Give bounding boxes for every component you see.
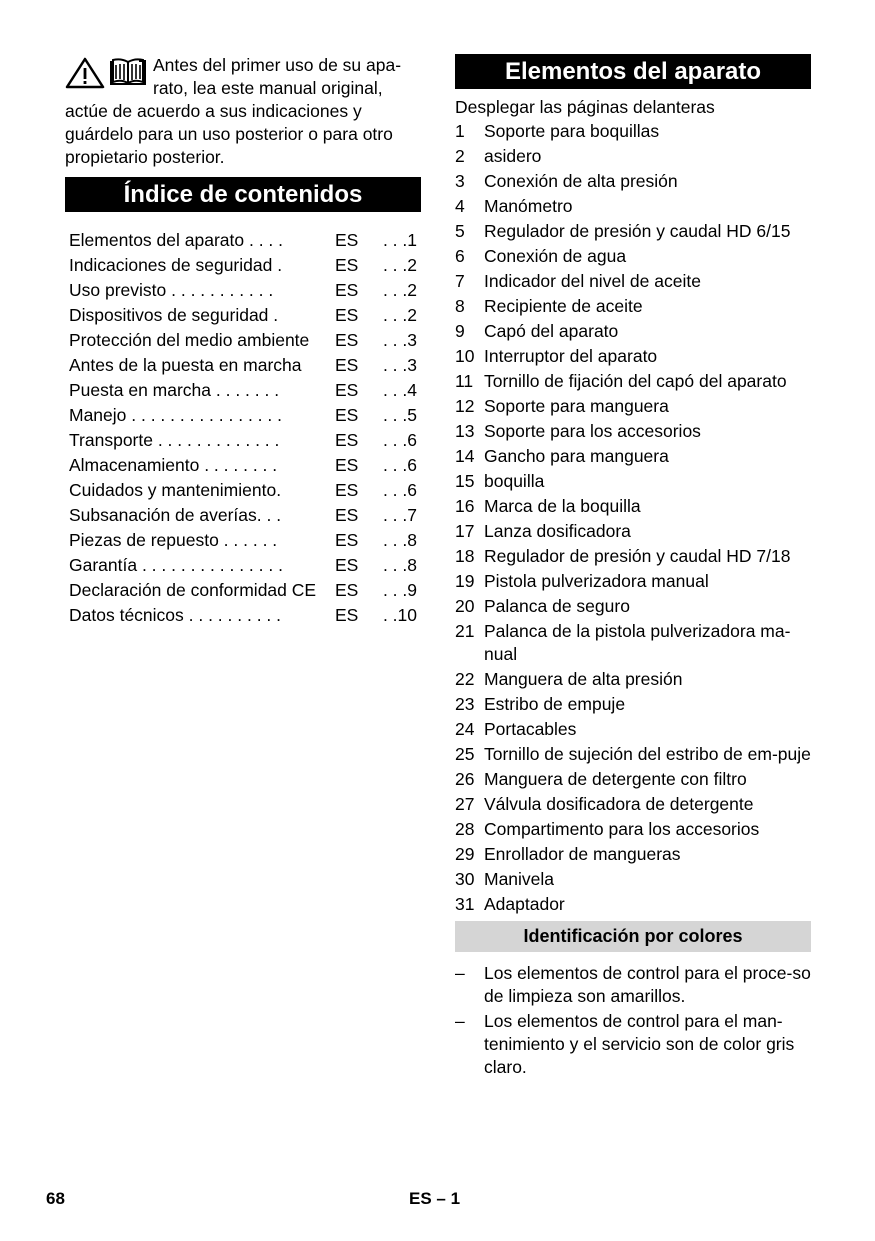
item-number: 5 xyxy=(455,221,465,241)
item-number: 20 xyxy=(455,596,475,616)
section-page-code: ES – 1 xyxy=(409,1189,461,1208)
toc-entry-lang: ES xyxy=(335,280,359,300)
bullet-item xyxy=(455,1010,811,1079)
list-item xyxy=(455,320,811,343)
list-item xyxy=(455,245,811,268)
item-text: Recipiente de aceite xyxy=(484,296,643,316)
item-text: Interruptor del aparato xyxy=(484,346,658,366)
item-number: 29 xyxy=(455,844,475,864)
toc-entry-title: Elementos del aparato . . . . xyxy=(69,230,284,250)
toc-entry-title: Almacenamiento . . . . . . . . xyxy=(69,455,278,475)
item-number: 4 xyxy=(455,196,465,216)
toc-entry-title: Piezas de repuesto . . . . . . xyxy=(69,530,278,550)
toc-entry-title: Manejo . . . . . . . . . . . . . . . . xyxy=(69,405,282,425)
item-number: 24 xyxy=(455,719,475,739)
elements-list xyxy=(455,120,811,916)
toc-entry-lang: ES xyxy=(335,330,359,350)
list-item xyxy=(455,520,811,543)
intro-line: Antes del primer uso de su apa- xyxy=(153,55,402,75)
item-number: 14 xyxy=(455,446,475,466)
toc-entry-page: . . .3 xyxy=(382,355,417,375)
item-text: Regulador de presión y caudal HD 6/15 xyxy=(484,221,791,241)
item-number: 12 xyxy=(455,396,475,416)
toc-entry-page: . . .8 xyxy=(382,555,417,575)
list-item xyxy=(455,170,811,193)
item-text: Portacables xyxy=(484,719,577,739)
item-number: 31 xyxy=(455,894,475,914)
list-item xyxy=(455,420,811,443)
list-item xyxy=(455,743,811,766)
item-number: 11 xyxy=(455,371,474,391)
bullet-text: Los elementos de control para el man-tenimiento y el servicio son de color gris claro. xyxy=(484,1011,795,1077)
list-item xyxy=(455,120,811,143)
toc-entry-lang: ES xyxy=(335,555,359,575)
toc-entry-page: . . .1 xyxy=(382,230,417,250)
warning-icon xyxy=(65,57,105,89)
item-text: Pistola pulverizadora manual xyxy=(484,571,709,591)
item-number: 23 xyxy=(455,694,475,714)
toc-entry-lang: ES xyxy=(335,530,359,550)
toc-entry-lang: ES xyxy=(335,580,359,600)
elements-heading: Elementos del aparato xyxy=(455,54,811,89)
item-text: Compartimento para los accesorios xyxy=(484,819,760,839)
list-item xyxy=(455,445,811,468)
toc-row[interactable] xyxy=(65,453,421,478)
toc-entry-title: Protección del medio ambiente xyxy=(69,330,310,350)
item-number: 30 xyxy=(455,869,475,889)
toc-row[interactable] xyxy=(65,503,421,528)
bullet-dash: – xyxy=(455,963,465,983)
item-number: 2 xyxy=(455,146,465,166)
toc-entry-page: . . .6 xyxy=(382,480,417,500)
toc-entry-lang: ES xyxy=(335,430,359,450)
intro-line: propietario posterior. xyxy=(65,147,225,167)
item-text: Estribo de empuje xyxy=(484,694,626,714)
right-column xyxy=(455,54,811,1081)
toc-row[interactable] xyxy=(65,553,421,578)
toc-entry-lang: ES xyxy=(335,230,359,250)
toc-entry-title: Datos técnicos . . . . . . . . . . xyxy=(69,605,282,625)
intro-line: actúe de acuerdo a sus indicaciones y xyxy=(65,101,362,121)
item-text: Palanca de seguro xyxy=(484,596,630,616)
item-number: 21 xyxy=(455,621,475,641)
list-item xyxy=(455,595,811,618)
item-text: Manguera de detergente con filtro xyxy=(484,769,747,789)
toc-row[interactable] xyxy=(65,278,421,303)
item-text: Manivela xyxy=(484,869,555,889)
item-text: asidero xyxy=(484,146,542,166)
toc-entry-title: Subsanación de averías. . . xyxy=(69,505,282,525)
toc-entry-lang: ES xyxy=(335,455,359,475)
toc-entry-title: Dispositivos de seguridad . xyxy=(69,305,279,325)
toc-entry-title: Transporte . . . . . . . . . . . . . xyxy=(69,430,280,450)
intro-note xyxy=(65,54,421,169)
toc-entry-lang: ES xyxy=(335,405,359,425)
item-text: Soporte para boquillas xyxy=(484,121,660,141)
item-number: 25 xyxy=(455,744,475,764)
list-item xyxy=(455,620,811,666)
item-text: Conexión de agua xyxy=(484,246,627,266)
item-text: Lanza dosificadora xyxy=(484,521,631,541)
elements-intro: Desplegar las páginas delanteras xyxy=(455,97,715,117)
item-number: 16 xyxy=(455,496,475,516)
toc-entry-page: . . .5 xyxy=(382,405,417,425)
item-number: 26 xyxy=(455,769,475,789)
intro-icons xyxy=(65,57,148,89)
item-text: Tornillo de sujeción del estribo de em-puje xyxy=(484,744,811,764)
intro-line: guárdelo para un uso posterior o para otro xyxy=(65,124,393,144)
toc-entry-lang: ES xyxy=(335,605,359,625)
item-text: Indicador del nivel de aceite xyxy=(484,271,701,291)
list-item xyxy=(455,370,811,393)
item-text: Tornillo de fijación del capó del aparato xyxy=(484,371,787,391)
toc-row[interactable] xyxy=(65,428,421,453)
toc-row[interactable] xyxy=(65,328,421,353)
item-number: 27 xyxy=(455,794,475,814)
item-number: 3 xyxy=(455,171,465,191)
list-item xyxy=(455,295,811,318)
colors-bullet-list xyxy=(455,962,811,1079)
list-item xyxy=(455,570,811,593)
colors-heading: Identificación por colores xyxy=(455,921,811,952)
item-text: Enrollador de mangueras xyxy=(484,844,681,864)
toc-entry-title: Declaración de conformidad CE xyxy=(69,580,317,600)
item-text: Palanca de la pistola pulverizadora ma-nual xyxy=(484,621,791,664)
list-item xyxy=(455,495,811,518)
toc-row[interactable] xyxy=(65,303,421,328)
item-number: 13 xyxy=(455,421,475,441)
manual-book-icon xyxy=(108,57,148,89)
toc-entry-page: . . .4 xyxy=(382,380,417,400)
toc-row[interactable] xyxy=(65,228,421,253)
toc-entry-lang: ES xyxy=(335,380,359,400)
list-item xyxy=(455,893,811,916)
toc-entry-title: Uso previsto . . . . . . . . . . . xyxy=(69,280,274,300)
toc-entry-page: . . .6 xyxy=(382,455,417,475)
toc-row[interactable] xyxy=(65,478,421,503)
left-column xyxy=(65,54,421,628)
toc-entry-title: Indicaciones de seguridad . xyxy=(69,255,283,275)
item-text: Conexión de alta presión xyxy=(484,171,678,191)
toc-row[interactable] xyxy=(65,578,421,603)
list-item xyxy=(455,818,811,841)
item-text: Adaptador xyxy=(484,894,565,914)
item-text: Válvula dosificadora de detergente xyxy=(484,794,754,814)
item-number: 8 xyxy=(455,296,465,316)
list-item xyxy=(455,718,811,741)
list-item xyxy=(455,545,811,568)
toc-entry-page: . . .2 xyxy=(382,305,417,325)
list-item xyxy=(455,768,811,791)
toc-row[interactable] xyxy=(65,528,421,553)
item-number: 22 xyxy=(455,669,475,689)
list-item xyxy=(455,220,811,243)
list-item xyxy=(455,270,811,293)
list-item xyxy=(455,668,811,691)
toc-entry-lang: ES xyxy=(335,505,359,525)
item-text: Manómetro xyxy=(484,196,573,216)
bullet-item xyxy=(455,962,811,1008)
item-number: 17 xyxy=(455,521,475,541)
list-item xyxy=(455,395,811,418)
bullet-text: Los elementos de control para el proce-so de limpieza son amarillos. xyxy=(484,963,811,1006)
bullet-dash: – xyxy=(455,1011,465,1031)
item-text: Manguera de alta presión xyxy=(484,669,683,689)
list-item xyxy=(455,345,811,368)
toc-entry-page: . .10 xyxy=(382,605,417,625)
toc-row[interactable] xyxy=(65,353,421,378)
toc-row[interactable] xyxy=(65,603,421,628)
item-number: 7 xyxy=(455,271,465,291)
list-item xyxy=(455,145,811,168)
toc-entry-page: . . .2 xyxy=(382,280,417,300)
toc-heading: Índice de contenidos xyxy=(65,177,421,212)
list-item xyxy=(455,470,811,493)
item-text: Soporte para manguera xyxy=(484,396,669,416)
item-number: 1 xyxy=(455,121,465,141)
toc-entry-page: . . .9 xyxy=(382,580,417,600)
item-number: 18 xyxy=(455,546,475,566)
toc-row[interactable] xyxy=(65,253,421,278)
item-number: 10 xyxy=(455,346,475,366)
item-text: boquilla xyxy=(484,471,545,491)
item-text: Capó del aparato xyxy=(484,321,619,341)
page-number: 68 xyxy=(46,1189,65,1208)
toc-row[interactable] xyxy=(65,378,421,403)
toc-entry-title: Garantía . . . . . . . . . . . . . . . xyxy=(69,555,283,575)
item-number: 19 xyxy=(455,571,475,591)
list-item xyxy=(455,868,811,891)
toc-entry-title: Cuidados y mantenimiento. xyxy=(69,480,282,500)
toc-entry-lang: ES xyxy=(335,305,359,325)
toc-entry-page: . . .7 xyxy=(382,505,417,525)
toc-entry-lang: ES xyxy=(335,480,359,500)
list-item xyxy=(455,195,811,218)
intro-line: rato, lea este manual original, xyxy=(153,78,383,98)
toc-entry-lang: ES xyxy=(335,355,359,375)
toc-entry-page: . . .6 xyxy=(382,430,417,450)
item-number: 6 xyxy=(455,246,465,266)
toc-entry-lang: ES xyxy=(335,255,359,275)
list-item xyxy=(455,843,811,866)
table-of-contents xyxy=(65,228,421,628)
item-text: Marca de la boquilla xyxy=(484,496,641,516)
item-number: 28 xyxy=(455,819,475,839)
toc-row[interactable] xyxy=(65,403,421,428)
item-number: 15 xyxy=(455,471,475,491)
item-number: 9 xyxy=(455,321,465,341)
list-item xyxy=(455,693,811,716)
toc-entry-page: . . .8 xyxy=(382,530,417,550)
item-text: Soporte para los accesorios xyxy=(484,421,701,441)
toc-entry-page: . . .3 xyxy=(382,330,417,350)
toc-entry-page: . . .2 xyxy=(382,255,417,275)
toc-entry-title: Antes de la puesta en marcha xyxy=(69,355,302,375)
item-text: Regulador de presión y caudal HD 7/18 xyxy=(484,546,791,566)
list-item xyxy=(455,793,811,816)
toc-entry-title: Puesta en marcha . . . . . . . xyxy=(69,380,280,400)
item-text: Gancho para manguera xyxy=(484,446,669,466)
